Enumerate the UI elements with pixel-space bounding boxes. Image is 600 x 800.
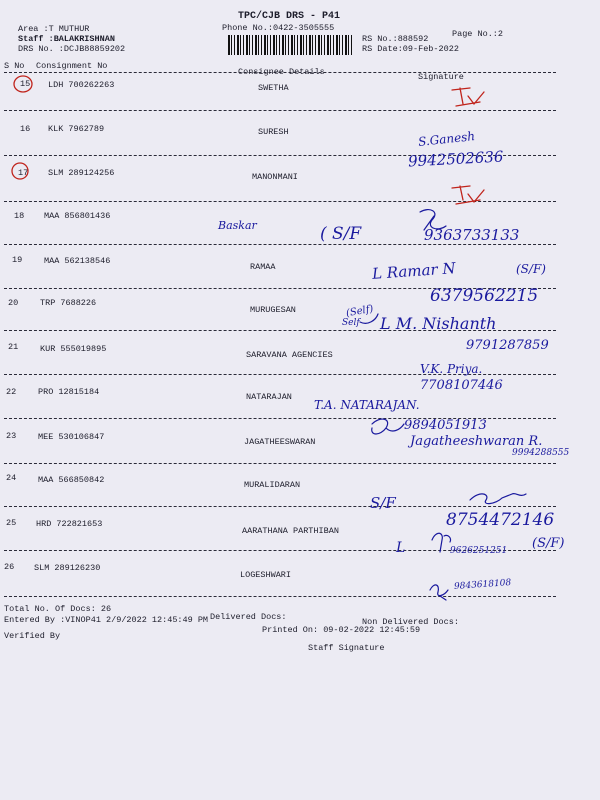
row-21-consignee: SARAVANA AGENCIES bbox=[246, 350, 333, 360]
barcode bbox=[228, 35, 353, 55]
col-sno: S No bbox=[4, 61, 25, 71]
row-20-sno: 20 bbox=[8, 298, 19, 308]
row-25-handwritten-phone: 9626251251 bbox=[450, 546, 508, 556]
row-20-handwritten-name: L M. Nishanth bbox=[380, 314, 497, 333]
row-20-handwritten-relation-2: Self bbox=[342, 318, 360, 328]
delivered-docs: Delivered Docs: bbox=[210, 612, 287, 622]
drs-number: DRS No. :DCJB88859202 bbox=[18, 44, 126, 54]
row-16-consignment: KLK 7962789 bbox=[48, 124, 105, 134]
row-22-sno: 22 bbox=[6, 387, 17, 397]
total-docs: Total No. Of Docs: 26 bbox=[4, 604, 112, 614]
row-21-consignment: KUR 555019895 bbox=[40, 344, 107, 354]
row-17-consignee: MANONMANI bbox=[252, 172, 298, 182]
row-18-sno: 18 bbox=[14, 211, 25, 221]
row-divider bbox=[4, 110, 556, 111]
row-16-sno: 16 bbox=[20, 124, 31, 134]
row-21-handwritten-phone: 7708107446 bbox=[420, 378, 503, 393]
row-23-consignment: MEE 530106847 bbox=[38, 432, 105, 442]
row-18-consignment: MAA 856801436 bbox=[44, 211, 111, 221]
col-signature: Signature bbox=[418, 72, 464, 82]
row-divider bbox=[4, 463, 556, 464]
phone-number: Phone No.:0422-3505555 bbox=[222, 23, 335, 33]
row-21-sno: 21 bbox=[8, 342, 19, 352]
row-15-consignment: LDH 700262263 bbox=[48, 80, 115, 90]
row-19-consignee: RAMAA bbox=[250, 262, 276, 272]
row-16-handwritten-phone: 9942502636 bbox=[407, 147, 504, 171]
row-25-sno: 25 bbox=[6, 518, 17, 528]
row-22-handwritten-phone: 9894051913 bbox=[404, 418, 487, 433]
row-22-signature-scribble bbox=[372, 419, 404, 434]
row-26-consignee: LOGESHWARI bbox=[240, 570, 292, 580]
row-19-handwritten-phone: 6379562215 bbox=[430, 286, 539, 306]
area-label: Area :T MUTHUR bbox=[18, 24, 90, 34]
row-23-sno: 23 bbox=[6, 431, 17, 441]
row-26-signature-scribble bbox=[430, 585, 448, 600]
row-23-handwritten-name: Jagatheeshwaran R. bbox=[410, 434, 543, 449]
row-20-handwritten-relation: (Self) bbox=[345, 303, 375, 320]
row-20-consignee: MURUGESAN bbox=[250, 305, 296, 315]
row-25-handwritten-mark: L bbox=[396, 540, 406, 556]
row-25-handwritten-relation: (S/F) bbox=[532, 536, 565, 551]
entered-by: Entered By :VINOP41 2/9/2022 12:45:49 PM bbox=[4, 615, 209, 625]
printed-on: Printed On: 09-02-2022 12:45:59 bbox=[262, 625, 421, 635]
row-17-consignment: SLM 289124256 bbox=[48, 168, 115, 178]
row-26-handwritten-phone: 9843618108 bbox=[453, 578, 512, 592]
row-15-sno: 15 bbox=[20, 79, 31, 89]
row-18-handwritten-relation: ( S/F bbox=[320, 224, 362, 244]
row-24-consignment: MAA 566850842 bbox=[38, 475, 105, 485]
row-19-sno: 19 bbox=[12, 255, 23, 265]
page-number: Page No.:2 bbox=[452, 29, 504, 39]
verified-by: Verified By bbox=[4, 631, 61, 641]
col-consignment: Consignment No bbox=[36, 61, 108, 71]
row-divider bbox=[4, 506, 556, 507]
row-17-sno: 17 bbox=[18, 168, 29, 178]
rs-date: RS Date:09-Feb-2022 bbox=[362, 44, 459, 54]
row-22-consignment: PRO 12815184 bbox=[38, 387, 100, 397]
non-delivered-docs: Non Delivered Docs: bbox=[362, 617, 459, 627]
row-divider bbox=[4, 244, 556, 245]
staff-label: Staff :BALAKRISHNAN bbox=[18, 34, 115, 44]
row-16-handwritten-name: S.Ganesh bbox=[417, 129, 476, 149]
document-title: TPC/CJB DRS - P41 bbox=[238, 11, 341, 22]
row-divider bbox=[4, 596, 556, 597]
row-19-handwritten-name: L Ramar N bbox=[371, 259, 457, 283]
row-18-handwritten-name: Baskar bbox=[218, 219, 257, 232]
row-24-handwritten-phone: 8754472146 bbox=[446, 510, 555, 530]
row-26-sno: 26 bbox=[4, 562, 15, 572]
row-24-sno: 24 bbox=[6, 473, 17, 483]
row-19-consignment: MAA 562138546 bbox=[44, 256, 111, 266]
header-divider bbox=[4, 72, 556, 73]
row-21-handwritten-name: V.K. Priya. bbox=[420, 362, 483, 376]
col-consignee: Consignee Details bbox=[238, 67, 325, 77]
row-15-signature bbox=[452, 88, 484, 106]
row-22-consignee: NATARAJAN bbox=[246, 392, 292, 402]
row-24-consignee: MURALIDARAN bbox=[244, 480, 301, 490]
row-22-handwritten-name: T.A. NATARAJAN. bbox=[314, 398, 420, 412]
row-24-signature-scribble bbox=[470, 494, 526, 504]
row-25-consignment: HRD 722821653 bbox=[36, 519, 103, 529]
row-20-consignment: TRP 7688226 bbox=[40, 298, 97, 308]
row-23-handwritten-phone: 9994288555 bbox=[512, 448, 570, 458]
row-24-handwritten-relation: S/F bbox=[370, 494, 396, 512]
row-16-consignee: SURESH bbox=[258, 127, 289, 137]
staff-signature: Staff Signature bbox=[308, 643, 385, 653]
row-25-consignee: AARATHANA PARTHIBAN bbox=[242, 526, 339, 536]
rs-number: RS No.:888592 bbox=[362, 34, 429, 44]
row-15-consignee: SWETHA bbox=[258, 83, 289, 93]
row-23-consignee: JAGATHEESWARAN bbox=[244, 437, 316, 447]
row-20-handwritten-phone: 9791287859 bbox=[466, 338, 549, 353]
row-18-handwritten-phone: 9363733133 bbox=[424, 226, 520, 244]
row-19-handwritten-relation: (S/F) bbox=[516, 262, 546, 276]
row-26-consignment: SLM 289126230 bbox=[34, 563, 101, 573]
row-divider bbox=[4, 201, 556, 202]
